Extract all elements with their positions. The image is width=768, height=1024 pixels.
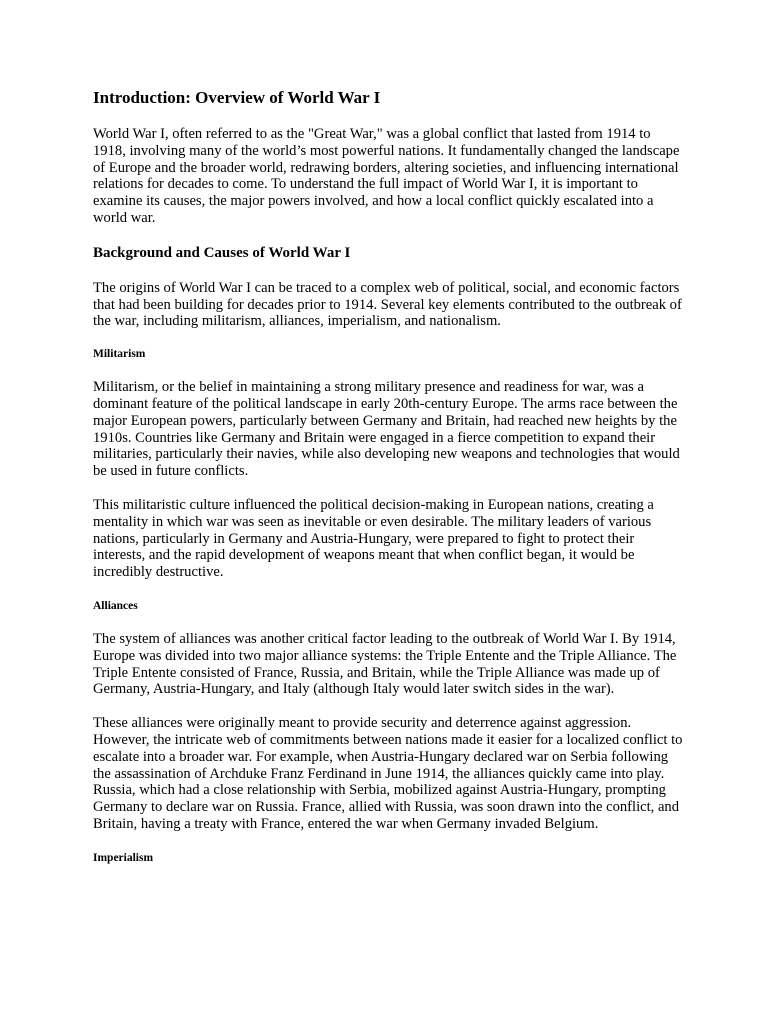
background-paragraph: The origins of World War I can be traced to a complex web of political, social, and economic factors that had been building for decades prior to 1914. Several key elements contributed to the outbreak of the war, including militarism, alliances, imperialism, and nationalism. — [93, 279, 682, 330]
militarism-heading: Militarism — [93, 348, 146, 361]
background-heading: Background and Causes of World War I — [93, 244, 351, 261]
document-page — [93, 88, 683, 883]
alliances-heading: Alliances — [93, 599, 138, 612]
alliances-paragraph-2: These alliances were originally meant to provide security and deterrence against aggression. However, the intricate web of commitments between nations made it easier for a localized conflict to escalate into a broader war. For example, when Austria-Hungary declared war on Serbia following the assassination of Archduke Franz Ferdinand in June 1914, the alliances quickly came into play. Russia, which had a close relationship with Serbia, mobilized against Austria-Hungary, prompting Germany to declare war on Russia. France, allied with Russia, was soon drawn into the conflict, and Britain, having a treaty with France, entered the war when Germany invaded Belgium. — [93, 715, 683, 832]
alliances-paragraph-1: The system of alliances was another critical factor leading to the outbreak of World War I. By 1914, Europe was divided into two major alliance systems: the Triple Entente and the Triple Alliance. The Triple Entente consisted of France, Russia, and Britain, while the Triple Alliance was made up of Germany, Austria-Hungary, and Italy (although Italy would later switch sides in the war). — [93, 630, 677, 698]
imperialism-heading: Imperialism — [93, 851, 154, 864]
document-title: Introduction: Overview of World War I — [93, 88, 381, 107]
intro-paragraph: World War I, often referred to as the "Great War," was a global conflict that lasted from 1914 to 1918, involving many of the world’s most powerful nations. It fundamentally changed the landscape of Europe and the broader world, redrawing borders, altering societies, and influencing international relations for decades to come. To understand the full impact of World War I, it is important to examine its causes, the major powers involved, and how a local conflict quickly escalated into a world war. — [93, 126, 680, 226]
militarism-paragraph-1: Militarism, or the belief in maintaining a strong military presence and readiness for war, was a dominant feature of the political landscape in early 20th-century Europe. The arms race between the major European powers, particularly between Germany and Britain, had reached new heights by the 1910s. Countries like Germany and Britain were engaged in a fierce competition to expand their militaries, particularly their navies, while also developing new weapons and technologies that would be used in future conflicts. — [93, 379, 680, 480]
militarism-paragraph-2: This militaristic culture influenced the political decision-making in European nations, creating a mentality in which war was seen as inevitable or even desirable. The military leaders of various nations, particularly in Germany and Austria-Hungary, were prepared to fight to protect their interests, and the rapid development of weapons meant that when conflict began, it would be incredibly destructive. — [93, 496, 654, 581]
